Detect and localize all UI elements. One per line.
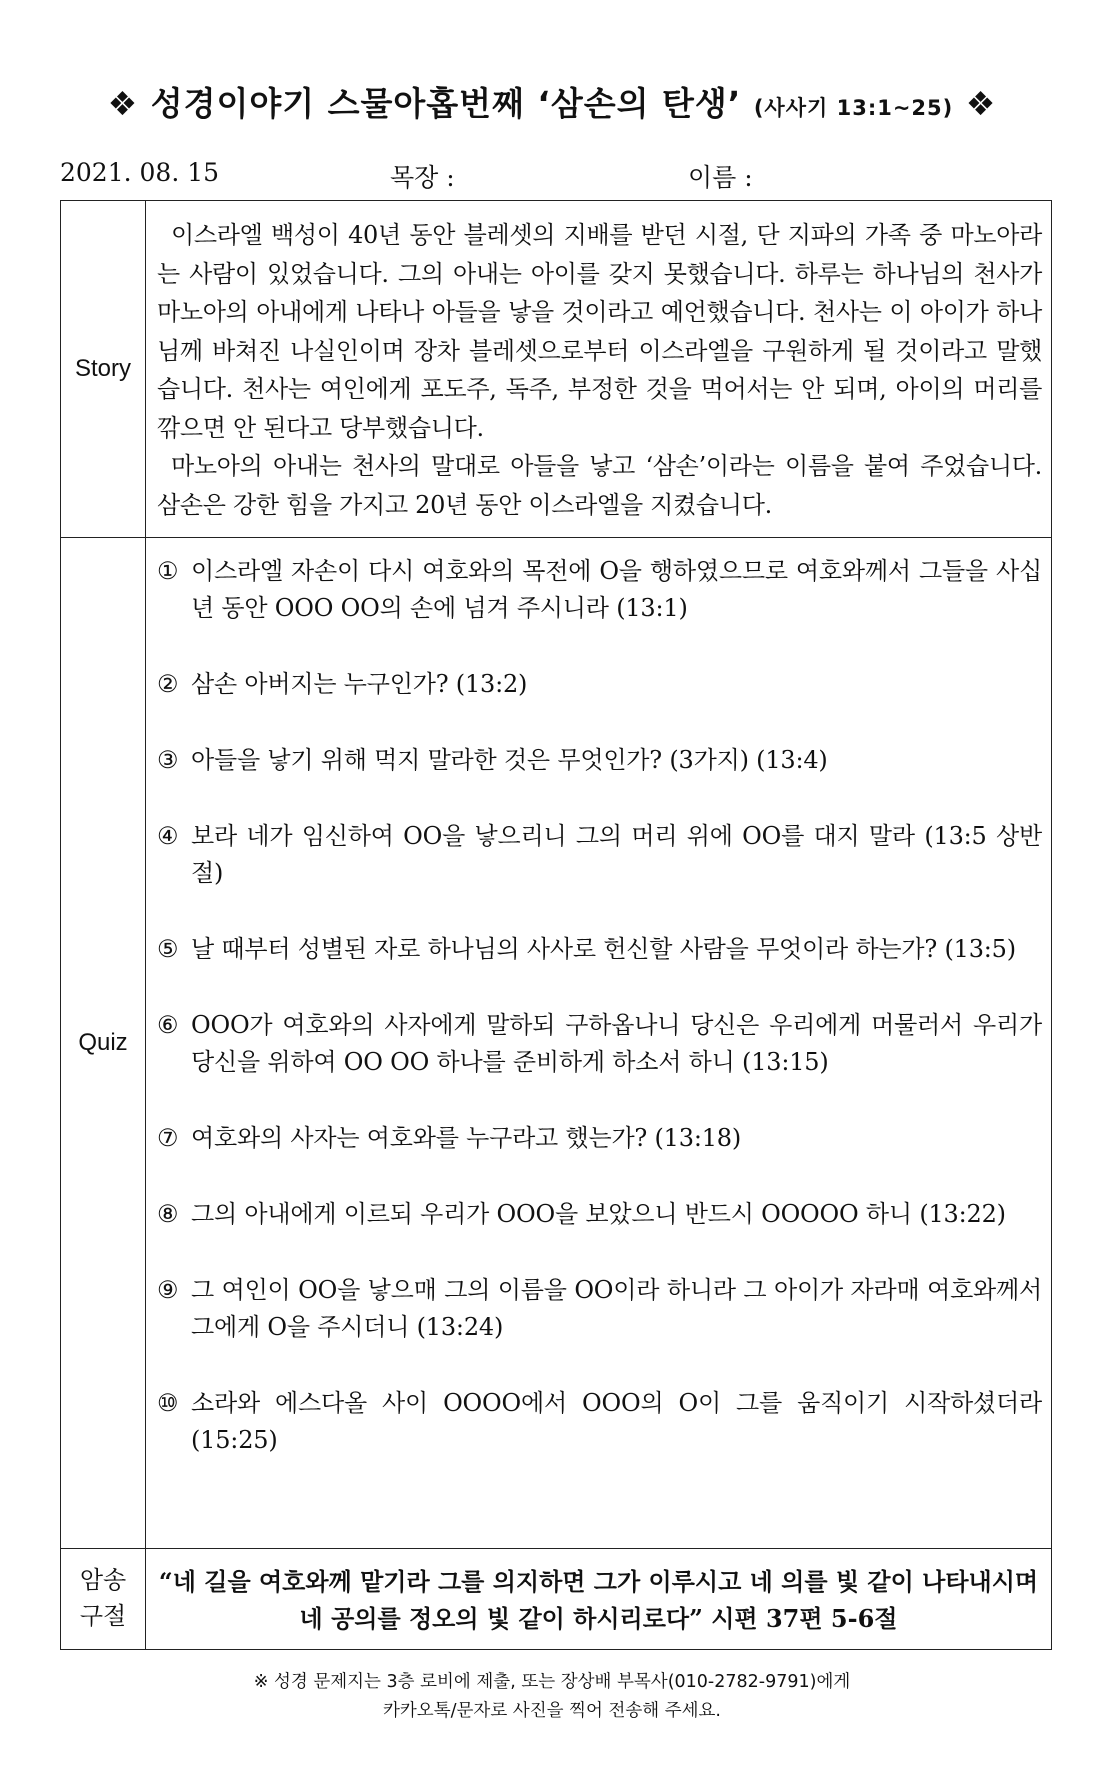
worksheet-table bbox=[60, 200, 1052, 1650]
quiz-question: 삼손 아버지는 누구인가? (13:2) bbox=[191, 670, 528, 698]
story-label: Story bbox=[61, 201, 146, 538]
quiz-number: ⑨ bbox=[157, 1276, 179, 1304]
quiz-item-1 bbox=[157, 553, 1042, 627]
memory-verse-line-2: 네 공의를 정오의 빛 같이 하시리로다” 시편 37편 5-6절 bbox=[299, 1604, 898, 1633]
quiz-item-6 bbox=[157, 1007, 1042, 1081]
quiz-number: ② bbox=[157, 670, 179, 698]
memory-verse-line-1: “네 길을 여호와께 맡기라 그를 의지하면 그가 이루시고 네 의를 빛 같이 나타내시며 bbox=[158, 1567, 1039, 1596]
quiz-question: 여호와의 사자는 여호와를 누구라고 했는가? (13:18) bbox=[191, 1124, 742, 1152]
quiz-item-8 bbox=[157, 1196, 1042, 1233]
quiz-item-2 bbox=[157, 666, 1042, 703]
quiz-question: 그의 아내에게 이르되 우리가 OOO을 보았으니 반드시 OOOOO 하니 (13:22) bbox=[191, 1200, 1006, 1228]
quiz-question: 보라 네가 임신하여 OO을 낳으리니 그의 머리 위에 OO를 대지 말라 (13:5 상반절) bbox=[191, 822, 1042, 887]
quiz-item-10 bbox=[157, 1385, 1042, 1459]
title-end-ornament: ❖ bbox=[965, 84, 997, 123]
story-paragraph-2: 마노아의 아내는 천사의 말대로 아들을 낳고 ‘삼손’이라는 이름을 붙여 주었습니다. 삼손은 강한 힘을 가지고 20년 동안 이스라엘을 지켰습니다. bbox=[157, 452, 1042, 519]
pastor-field-label: 목장 : bbox=[390, 163, 455, 192]
quiz-number: ① bbox=[157, 557, 179, 585]
quiz-question: OOO가 여호와의 사자에게 말하되 구하옵나니 당신은 우리에게 머물러서 우리가 당신을 위하여 OO OO 하나를 준비하게 하소서 하니 (13:15) bbox=[191, 1011, 1042, 1076]
quiz-item-9 bbox=[157, 1272, 1042, 1346]
quiz-number: ⑧ bbox=[157, 1200, 179, 1228]
story-row bbox=[61, 201, 1052, 538]
title-text: ❖ 성경이야기 스물아홉번째 ‘삼손의 탄생’ bbox=[107, 84, 742, 123]
story-paragraph-1: 이스라엘 백성이 40년 동안 블레셋의 지배를 받던 시절, 단 지파의 가족 중 마노아라는 사람이 있었습니다. 그의 아내는 아이를 갖지 못했습니다. 하루는 하나님의 천사가 마노아의 아내에게 나타나 아들을 낳을 것이라고 예언했습니다. 천사는 이 아이가 하나님께 바쳐진 나실인이며 장차 블레셋으로부터 이스라엘을 구원하게 될 것이라고 말했습니다. 천사는 여인에게 포도주, 독주, 부정한 것을 먹어서는 안 되며, 아이의 머리를 깎으면 안 된다고 당부했습니다. bbox=[157, 221, 1042, 442]
quiz-number: ⑦ bbox=[157, 1124, 179, 1152]
quiz-label: Quiz bbox=[61, 538, 146, 1549]
quiz-item-7 bbox=[157, 1120, 1042, 1157]
story-content bbox=[146, 201, 1052, 538]
quiz-number: ⑥ bbox=[157, 1011, 179, 1039]
date: 2021. 08. 15 bbox=[60, 158, 220, 187]
quiz-number: ⑩ bbox=[157, 1389, 179, 1417]
footer-note bbox=[0, 1668, 1104, 1726]
quiz-item-5 bbox=[157, 931, 1042, 968]
quiz-number: ⑤ bbox=[157, 935, 179, 963]
memory-label-line-2: 구절 bbox=[79, 1603, 127, 1630]
footer-line-2: 카카오톡/문자로 사진을 찍어 전송해 주세요. bbox=[383, 1701, 721, 1721]
quiz-number: ④ bbox=[157, 822, 179, 850]
quiz-question: 이스라엘 자손이 다시 여호와의 목전에 O을 행하였으므로 여호와께서 그들을 사십 년 동안 OOO OO의 손에 넘겨 주시니라 (13:1) bbox=[191, 557, 1042, 622]
footer-line-1: ※ 성경 문제지는 3층 로비에 제출, 또는 장상배 부목사(010-2782-9791)에게 bbox=[253, 1672, 851, 1692]
scripture-reference: (사사기 13:1~25) bbox=[753, 96, 954, 120]
quiz-item-4 bbox=[157, 818, 1042, 892]
quiz-question: 그 여인이 OO을 낳으매 그의 이름을 OO이라 하니라 그 아이가 자라매 여호와께서 그에게 O을 주시더니 (13:24) bbox=[191, 1276, 1042, 1341]
quiz-number: ③ bbox=[157, 746, 179, 774]
quiz-item-3 bbox=[157, 742, 1042, 779]
memory-verse-row bbox=[61, 1549, 1052, 1650]
page-title bbox=[0, 78, 1104, 125]
memory-verse-label bbox=[61, 1549, 146, 1650]
quiz-content bbox=[146, 538, 1052, 1549]
quiz-row bbox=[61, 538, 1052, 1549]
name-field-label: 이름 : bbox=[688, 163, 753, 192]
quiz-question: 날 때부터 성별된 자로 하나님의 사사로 헌신할 사람을 무엇이라 하는가? (13:5) bbox=[191, 935, 1016, 963]
quiz-question: 소라와 에스다올 사이 OOOO에서 OOO의 O이 그를 움직이기 시작하셨더라 (15:25) bbox=[191, 1389, 1042, 1454]
quiz-question: 아들을 낳기 위해 먹지 말라한 것은 무엇인가? (3가지) (13:4) bbox=[191, 746, 828, 774]
memory-verse bbox=[146, 1549, 1052, 1650]
meta-row bbox=[60, 158, 1050, 192]
memory-label-line-1: 암송 bbox=[79, 1567, 127, 1594]
